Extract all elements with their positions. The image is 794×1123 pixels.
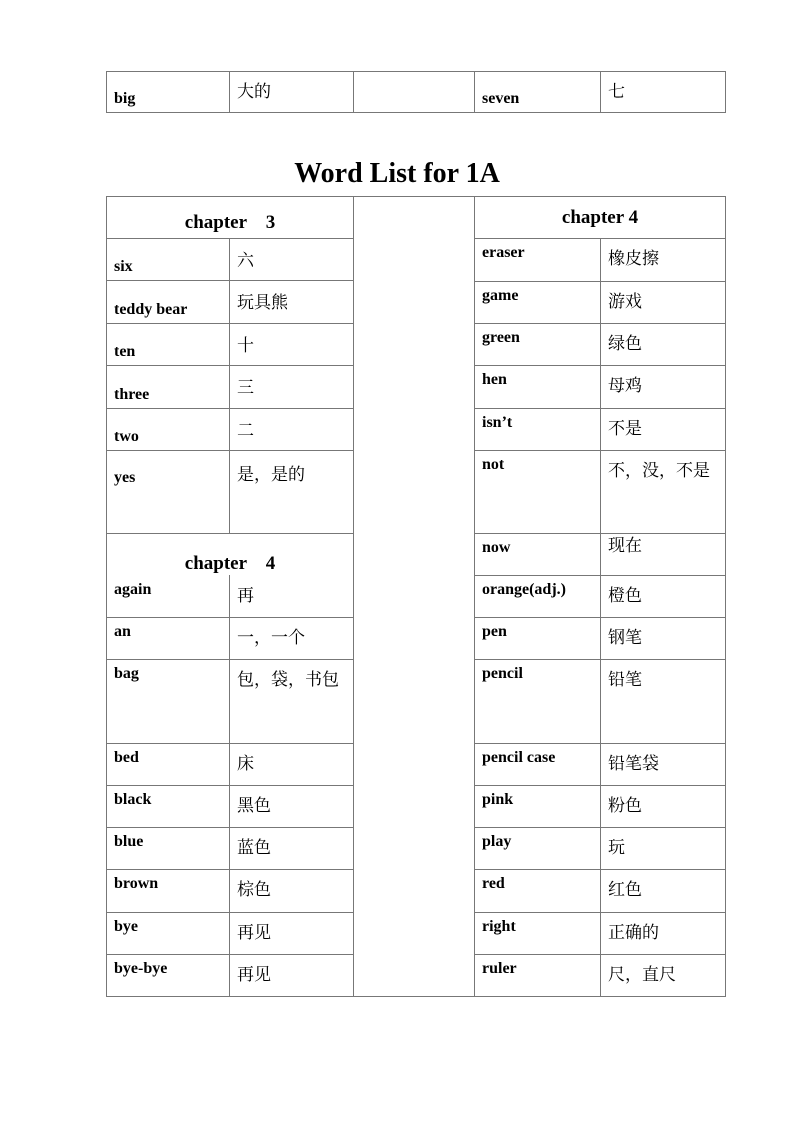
word-cell: pink (482, 791, 514, 808)
meaning-cell: 床 (237, 754, 254, 774)
meaning-cell: 不，没，不是 (608, 461, 710, 481)
word-cell: ruler (482, 960, 517, 977)
column-divider (229, 323, 230, 365)
chapter4-right-heading: chapter 4 (561, 207, 639, 228)
meaning-cell: 粉色 (608, 796, 642, 816)
word-cell: green (482, 329, 520, 346)
word-cell: bag (114, 665, 139, 682)
column-divider (600, 450, 601, 533)
column-divider (600, 238, 601, 281)
meaning-cell: 再 (237, 586, 254, 606)
middle-column-left-border (353, 196, 354, 997)
word-cell: orange(adj.) (482, 581, 566, 598)
word-cell: six (114, 258, 133, 275)
word-cell: an (114, 623, 131, 640)
meaning-cell: 红色 (608, 880, 642, 900)
word-cell: bye (114, 918, 138, 935)
top-word: big (114, 90, 136, 107)
column-divider (600, 869, 601, 912)
column-divider (600, 365, 601, 408)
column-divider (229, 365, 230, 408)
meaning-cell: 黑色 (237, 796, 271, 816)
meaning-cell: 尺，直尺 (608, 965, 676, 985)
column-divider (600, 408, 601, 450)
column-divider (600, 533, 601, 575)
meaning-cell: 母鸡 (608, 376, 642, 396)
meaning-cell: 二 (237, 421, 254, 441)
word-cell: play (482, 833, 512, 850)
meaning-cell: 铅笔 (608, 670, 642, 690)
word-cell: three (114, 385, 150, 403)
word-cell: red (482, 875, 505, 892)
word-cell: isn’t (482, 414, 513, 431)
meaning-cell: 绿色 (608, 334, 642, 354)
word-cell: again (114, 581, 152, 598)
meaning-cell: 一，一个 (237, 628, 305, 648)
word-cell: brown (114, 875, 159, 892)
middle-column-right-border (474, 196, 475, 997)
column-divider (229, 280, 230, 323)
word-cell: ten (114, 343, 136, 360)
column-divider (229, 238, 230, 280)
meaning-cell: 再见 (237, 923, 271, 943)
word-cell: game (482, 287, 519, 304)
column-divider (229, 785, 230, 827)
top-blank-cell (353, 71, 475, 113)
word-cell: black (114, 791, 152, 808)
row-divider (106, 238, 354, 239)
column-divider (229, 743, 230, 785)
word-cell: yes (114, 469, 136, 486)
word-cell: eraser (482, 244, 525, 261)
row-divider (106, 533, 354, 534)
meaning-cell: 现在 (608, 536, 642, 556)
chapter4-left-heading: chapter 4 (184, 553, 276, 574)
meaning-cell: 再见 (237, 965, 271, 985)
meaning-cell: 十 (237, 336, 254, 356)
meaning-cell: 棕色 (237, 880, 271, 900)
meaning-cell: 蓝色 (237, 838, 271, 858)
word-cell: bed (114, 749, 139, 766)
chapter3-heading: chapter 3 (184, 212, 276, 233)
meaning-cell: 六 (237, 251, 254, 271)
meaning-cell: 玩具熊 (237, 293, 288, 313)
column-divider (229, 575, 230, 617)
column-divider (229, 617, 230, 659)
meaning-cell: 钢笔 (608, 628, 642, 648)
word-cell: pencil (482, 665, 523, 682)
column-divider (600, 827, 601, 869)
word-cell: two (114, 428, 139, 445)
meaning-cell: 包，袋，书包 (237, 670, 339, 690)
meaning-cell: 不是 (608, 419, 642, 439)
meaning-cell: 游戏 (608, 292, 642, 312)
word-cell: not (482, 456, 505, 473)
meaning-cell: 橙色 (608, 586, 642, 606)
column-divider (229, 954, 230, 997)
column-divider (229, 408, 230, 450)
column-divider (600, 575, 601, 617)
word-cell: bye-bye (114, 960, 168, 977)
column-divider (229, 912, 230, 954)
column-divider (229, 450, 230, 533)
top-meaning2: 七 (608, 82, 625, 102)
column-divider (600, 659, 601, 743)
word-cell: pen (482, 623, 507, 640)
meaning-cell: 是，是的 (237, 465, 305, 485)
word-cell: blue (114, 833, 144, 850)
meaning-cell: 正确的 (608, 923, 659, 943)
column-divider (600, 954, 601, 997)
word-cell: teddy bear (114, 300, 188, 318)
word-cell: hen (482, 371, 507, 388)
word-cell: right (482, 918, 516, 935)
meaning-cell: 三 (237, 378, 254, 398)
column-divider (600, 785, 601, 827)
column-divider (600, 912, 601, 954)
column-divider (600, 323, 601, 365)
column-divider (229, 827, 230, 869)
column-divider (229, 869, 230, 912)
meaning-cell: 铅笔袋 (608, 754, 659, 774)
column-divider (600, 281, 601, 323)
column-divider (600, 743, 601, 785)
column-divider (229, 659, 230, 743)
meaning-cell: 橡皮擦 (608, 249, 659, 269)
top-meaning: 大的 (237, 82, 271, 102)
column-divider (600, 617, 601, 659)
word-cell: now (482, 539, 511, 556)
word-cell: pencil case (482, 749, 556, 766)
top-word2: seven (482, 90, 520, 107)
page-title: Word List for 1A (294, 158, 500, 189)
meaning-cell: 玩 (608, 838, 625, 858)
